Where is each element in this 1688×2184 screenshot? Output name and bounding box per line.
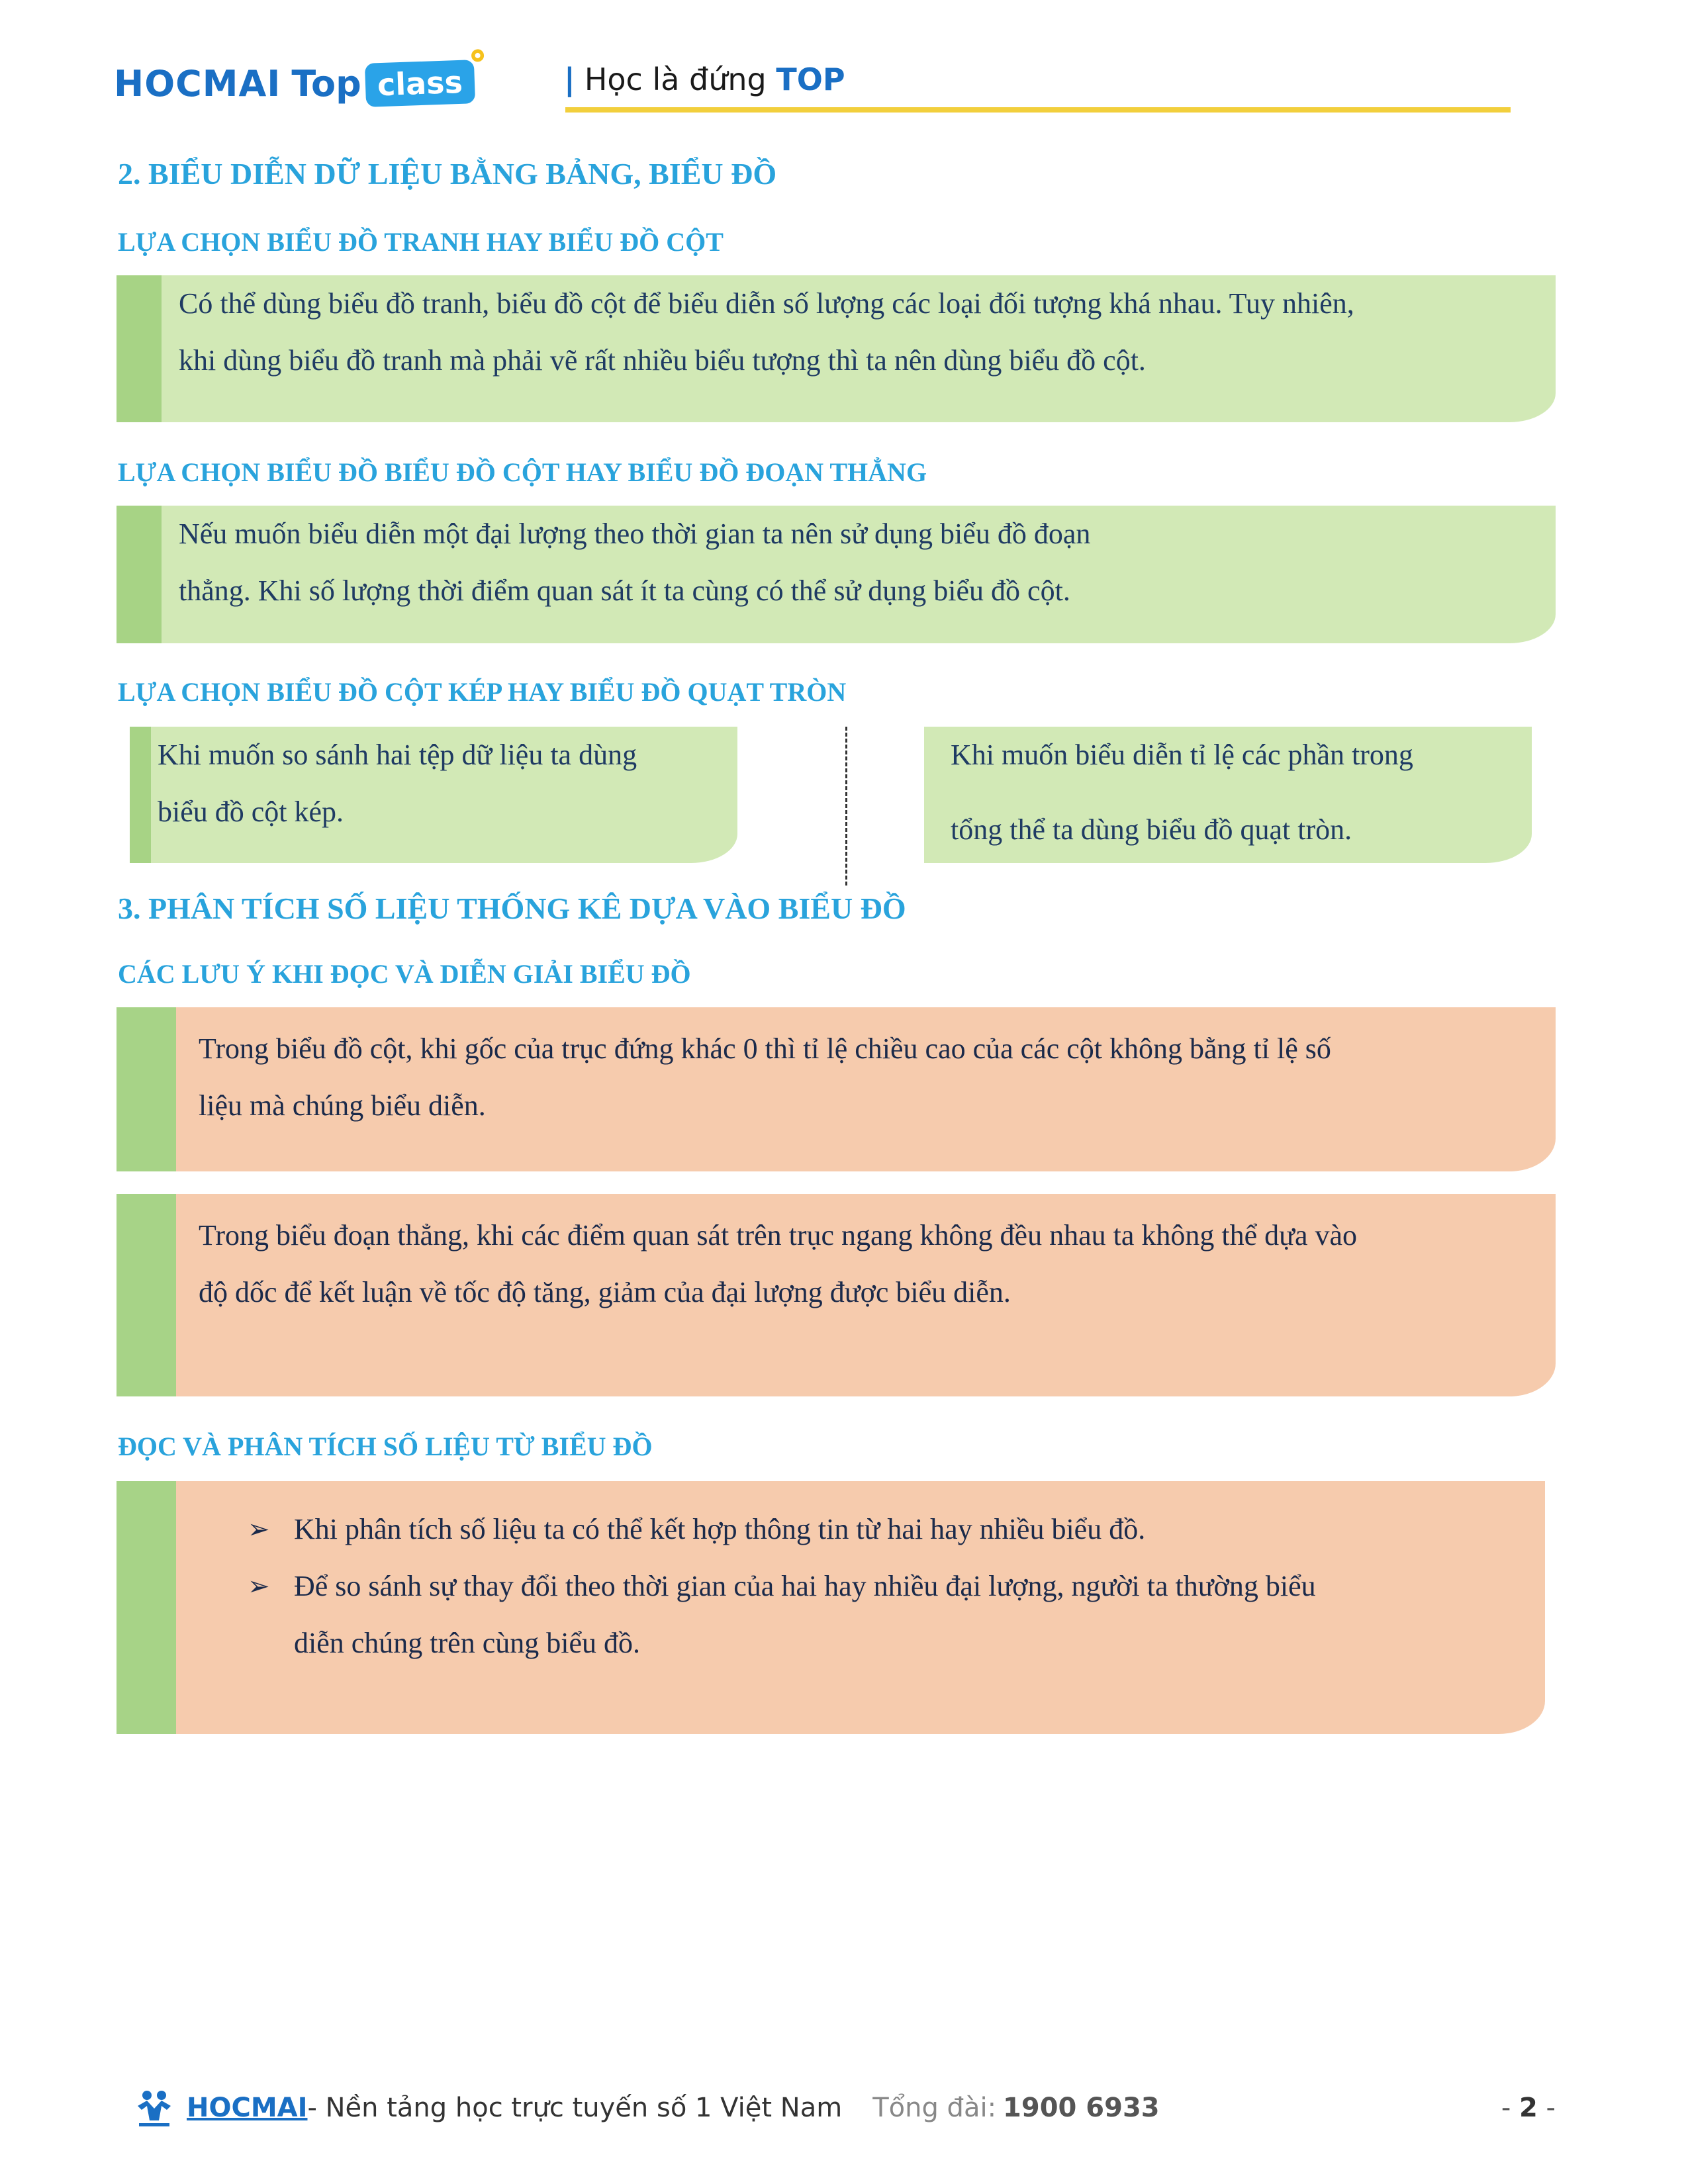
callout-accent-bar	[117, 1194, 176, 1396]
page-number-value: 2	[1519, 2093, 1538, 2123]
header-underline	[565, 107, 1511, 113]
tagline-prefix: Học là đứng	[584, 62, 767, 97]
column-divider	[845, 727, 847, 886]
callout-accent-bar	[117, 506, 162, 643]
hocmai-topclass-logo	[114, 57, 475, 110]
tagline-highlight: TOP	[776, 62, 845, 97]
callout-line: Khi muốn biểu diễn tỉ lệ các phần trong	[951, 739, 1413, 771]
section2-sub3-heading: LỰA CHỌN BIỂU ĐỒ CỘT KÉP HAY BIỂU ĐỒ QUẠT TRÒN	[118, 677, 847, 707]
footer-hotline-number: 1900 6933	[1003, 2093, 1160, 2123]
logo-hocmai-text: HOCMAI	[114, 62, 281, 105]
page-number-suffix: -	[1537, 2093, 1556, 2123]
callout-text	[199, 1021, 1542, 1134]
callout-accent-bar	[117, 275, 162, 422]
arrow-bullet-icon: ➢	[248, 1571, 270, 1602]
section3-sub1-heading: CÁC LƯU Ý KHI ĐỌC VÀ DIỄN GIẢI BIỂU ĐỒ	[118, 959, 691, 989]
callout-line: khi dùng biểu đồ tranh mà phải vẽ rất nhiều biểu tượng thì ta nên dùng biểu đồ cột.	[179, 344, 1146, 377]
callout-text	[179, 275, 1542, 389]
bullet-item	[248, 1501, 1545, 1558]
footer-hotline-label: Tổng đài:	[872, 2093, 997, 2123]
bullet-text: Để so sánh sự thay đổi theo thời gian của hai hay nhiều đại lượng, người ta thường biểu	[294, 1570, 1316, 1602]
callout-text	[179, 506, 1542, 619]
arrow-bullet-icon: ➢	[248, 1514, 270, 1545]
footer-slogan: - Nền tảng học trực tuyến số 1 Việt Nam	[307, 2093, 843, 2123]
sun-icon	[464, 42, 491, 69]
logo-class-text: class	[376, 64, 463, 103]
callout-line: tổng thể ta dùng biểu đồ quạt tròn.	[951, 813, 1352, 846]
callout-reading-charts	[117, 1481, 1545, 1734]
bullet-text: Khi phân tích số liệu ta có thể kết hợp thông tin từ hai hay nhiều biểu đồ.	[294, 1513, 1146, 1545]
callout-text	[199, 1207, 1542, 1321]
section3-sub2-heading: ĐỌC VÀ PHÂN TÍCH SỐ LIỆU TỪ BIỂU ĐỒ	[118, 1432, 653, 1461]
page-number-prefix: -	[1501, 2093, 1519, 2123]
logo-top-text: Top	[291, 62, 361, 105]
page-number	[1501, 2085, 1556, 2131]
callout-bar-vs-line	[117, 506, 1556, 643]
callout-line: Nếu muốn biểu diễn một đại lượng theo thời gian ta nên sử dụng biểu đồ đoạn	[179, 518, 1091, 550]
callout-line-slope-note	[117, 1194, 1556, 1396]
callout-double-bar	[130, 727, 737, 863]
footer-brand-link[interactable]: HOCMAI	[187, 2093, 308, 2123]
callout-line: Trong biểu đồ cột, khi gốc của trục đứng khác 0 thì tỉ lệ chiều cao của các cột không bằng tỉ lệ số	[199, 1032, 1331, 1065]
callout-line: Trong biểu đoạn thẳng, khi các điểm quan sát trên trục ngang không đều nhau ta không thể dựa vào	[199, 1219, 1358, 1251]
callout-line: Khi muốn so sánh hai tệp dữ liệu ta dùng	[158, 739, 637, 771]
bullet-list	[248, 1501, 1545, 1672]
bullet-item	[248, 1558, 1545, 1672]
header-tagline	[564, 58, 845, 101]
tagline-separator: |	[564, 62, 575, 97]
callout-line: thẳng. Khi số lượng thời điểm quan sát ít ta cùng có thể sử dụng biểu đồ cột.	[179, 574, 1070, 607]
callout-accent-bar	[117, 1481, 176, 1734]
callout-bar-axis-note	[117, 1007, 1556, 1171]
section2-title: 2. BIỂU DIỄN DỮ LIỆU BẰNG BẢNG, BIỂU ĐỒ	[118, 157, 777, 191]
callout-pie	[924, 727, 1532, 863]
logo-class-badge	[365, 60, 475, 107]
callout-text	[158, 727, 727, 841]
callout-line: liệu mà chúng biểu diễn.	[199, 1089, 486, 1122]
section3-title: 3. PHÂN TÍCH SỐ LIỆU THỐNG KÊ DỰA VÀO BIỂU ĐỒ	[118, 891, 906, 925]
bullet-text: diễn chúng trên cùng biểu đồ.	[294, 1627, 640, 1659]
section2-sub2-heading: LỰA CHỌN BIỂU ĐỒ BIỂU ĐỒ CỘT HAY BIỂU ĐỒ ĐOẠN THẲNG	[118, 457, 927, 487]
section2-sub1-heading: LỰA CHỌN BIỂU ĐỒ TRANH HAY BIỂU ĐỒ CỘT	[118, 227, 724, 257]
callout-accent-bar	[130, 727, 151, 863]
callout-line: biểu đồ cột kép.	[158, 796, 344, 828]
callout-line: độ dốc để kết luận về tốc độ tăng, giảm của đại lượng được biểu diễn.	[199, 1276, 1011, 1308]
callout-text	[951, 727, 1520, 863]
footer	[132, 2085, 1160, 2131]
callout-picture-vs-bar	[117, 275, 1556, 422]
hocmai-footer-logo-icon	[132, 2086, 176, 2130]
callout-accent-bar	[117, 1007, 176, 1171]
callout-line: Có thể dùng biểu đồ tranh, biểu đồ cột để biểu diễn số lượng các loại đối tượng khá nhau. Tuy nhiên,	[179, 287, 1354, 320]
